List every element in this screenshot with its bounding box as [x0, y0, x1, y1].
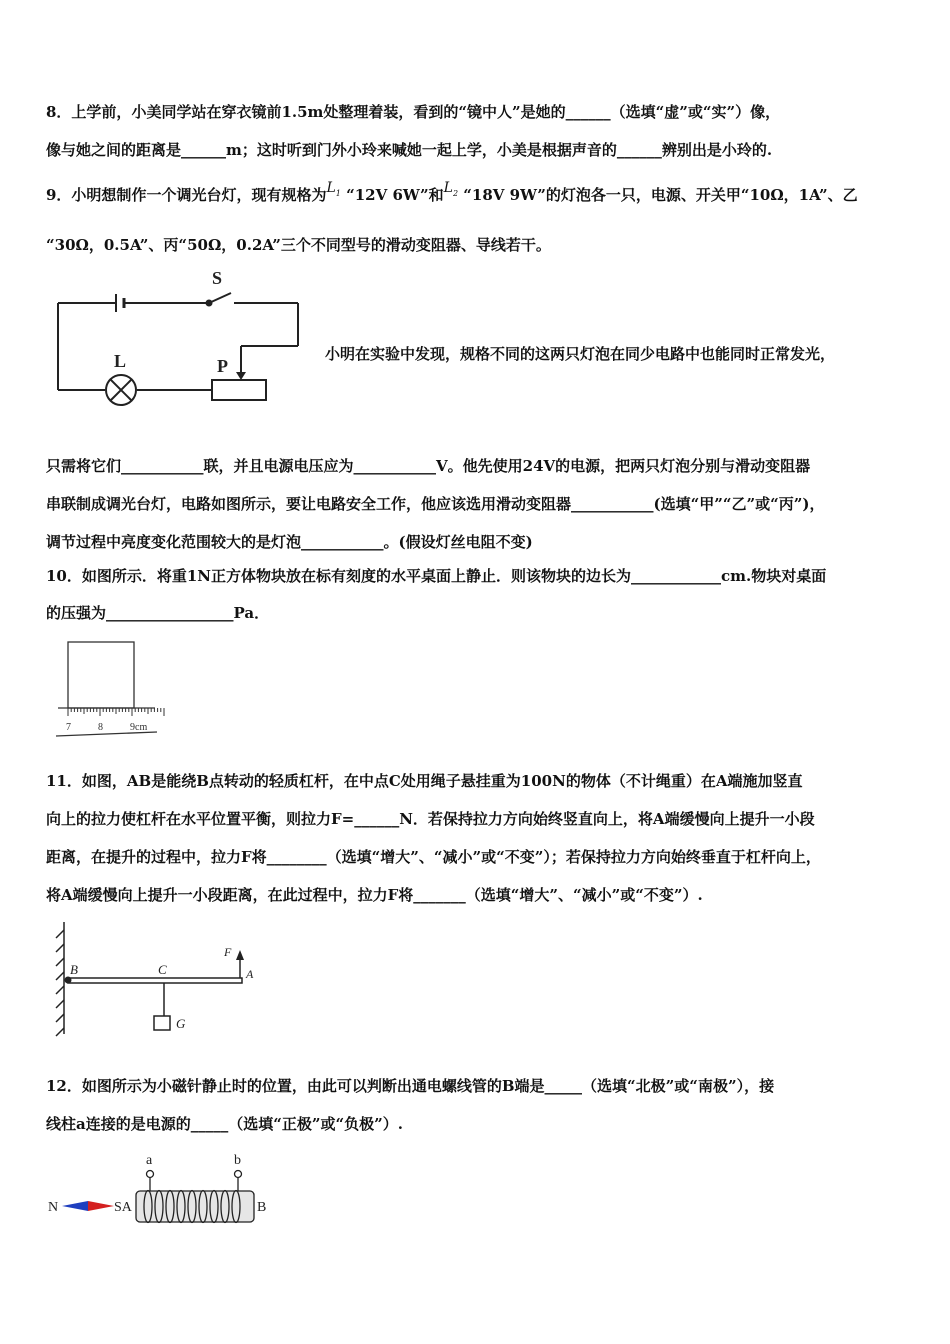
lever-bar [68, 978, 242, 983]
q11-line-4: 将A端缓慢向上提升一小段距离，在此过程中，拉力F将_______（选填“增大”、“减小”或“不变”）. [46, 886, 703, 904]
lamp-label: L [114, 351, 127, 371]
q9-circuit-diagram [46, 268, 306, 418]
q12-line-1: 12．如图所示为小磁针静止时的位置，由此可以判断出通电螺线管的B端是_____（选填“北极”或“南极”），接 [46, 1077, 775, 1095]
compass-north-label: N [48, 1200, 59, 1215]
q9-line-2: “30Ω，0.5A”、丙“50Ω，0.2A”三个不同型号的滑动变阻器、导线若干。 [46, 236, 551, 254]
terminal-b-label: b [234, 1153, 241, 1168]
lamp-l1-symbol: $L_1$ [326, 180, 341, 198]
q9-line-1-intro: 9．小明想制作一个调光台灯，现有规格为 [46, 186, 327, 204]
solenoid-a-end-label: SA [114, 1200, 132, 1215]
cube-block [68, 642, 134, 708]
point-c-label: C [158, 962, 167, 977]
weight-g-label: G [176, 1016, 186, 1031]
ruler-tick-8: 8 [98, 722, 103, 733]
point-b-label: B [70, 962, 78, 977]
compass-needle-north [62, 1201, 88, 1211]
slider-label: P [217, 356, 228, 376]
q9-line-1 [46, 180, 858, 213]
compass-needle-south [88, 1201, 114, 1211]
q8-line-2: 像与她之间的距离是______m；这时听到门外小玲来喊她一起上学，小美是根据声音的______辨别出是小玲的. [46, 141, 773, 159]
q11-lever-figure [52, 920, 272, 1038]
terminal-a-label: a [146, 1153, 153, 1168]
q12-line-2: 线柱a连接的是电源的_____（选填“正极”或“负极”）. [46, 1115, 403, 1133]
q10-line-1: 10．如图所示．将重1N正方体物块放在标有刻度的水平桌面上静止．则该物块的边长为____________cm.物块对桌面 [46, 567, 827, 585]
force-f-label: F [224, 945, 232, 959]
ruler-tick-9: 9cm [130, 722, 148, 733]
q10-line-2: 的压强为_________________Pa． [46, 604, 270, 622]
q9-line-1-end: “18V 9W”的灯泡各一只，电源、开关甲“10Ω，1A”、乙 [463, 186, 858, 204]
point-a-label: A [246, 967, 254, 981]
q10-block-ruler-figure [50, 636, 165, 744]
q9-line-5: 调节过程中亮度变化范围较大的是灯泡___________。(假设灯丝电阻不变) [46, 533, 533, 551]
solenoid-b-end-label: B [257, 1200, 267, 1215]
q9-side-text: 小明在实验中发现，规格不同的这两只灯泡在同少电路中也能同时正常发光， [325, 345, 836, 363]
switch-label: S [212, 268, 223, 288]
q8-line-1: 8．上学前，小美同学站在穿衣镜前1.5m处整理着装，看到的“镜中人”是她的______（选填“虚”或“实”）像， [46, 103, 781, 121]
q9-line-3: 只需将它们___________联，并且电源电压应为___________V。他先使用24V的电源，把两只灯泡分别与滑动变阻器 [46, 457, 811, 475]
q11-line-3: 距离，在提升的过程中，拉力F将________（选填“增大”、“减小”或“不变”）；若保持拉力方向始终垂直于杠杆向上， [46, 848, 821, 866]
q11-line-2: 向上的拉力使杠杆在水平位置平衡，则拉力F=______N．若保持拉力方向始终竖直向上，将A端缓慢向上提升一小段 [46, 810, 815, 828]
q9-line-4: 串联制成调光台灯，电路如图所示，要让电路安全工作，他应该选用滑动变阻器___________(选填“甲”“乙”或“丙”)， [46, 495, 825, 513]
ruler-tick-7: 7 [66, 722, 71, 733]
lamp-l2-symbol: $L_2$ [443, 180, 459, 198]
q12-solenoid-figure [46, 1148, 276, 1232]
hanging-weight [154, 1016, 170, 1030]
q9-line-1-mid: “12V 6W”和 [346, 186, 444, 204]
q11-line-1: 11．如图，AB是能绕B点转动的轻质杠杆，在中点C处用绳子悬挂重为100N的物体（不计绳重）在A端施加竖直 [46, 772, 803, 790]
